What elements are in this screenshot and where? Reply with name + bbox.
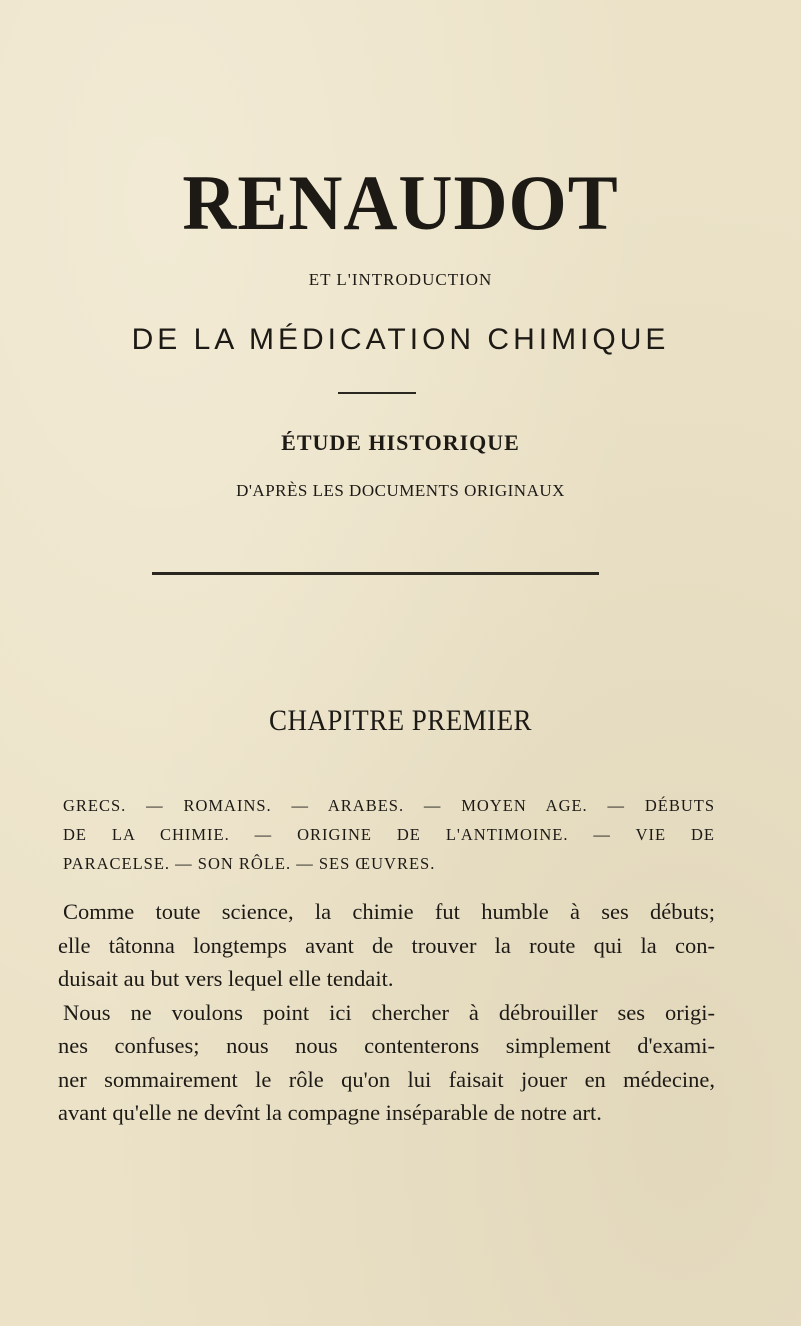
source-line: D'APRÈS LES DOCUMENTS ORIGINAUX: [236, 481, 565, 500]
body-line: ner sommairement le rôle qu'on lui faisait jouer en médecine,: [58, 1066, 715, 1092]
body-line: nes confuses; nous nous contenterons simplement d'exami-: [58, 1033, 715, 1058]
summary-line: PARACELSE. — SON RÔLE. — SES ŒUVRES.: [63, 854, 436, 873]
short-divider: [338, 392, 416, 394]
intro-line: ET L'INTRODUCTION: [308, 270, 493, 289]
summary-line: DE LA CHIMIE. — ORIGINE DE L'ANTIMOINE. — VIE DE: [63, 825, 715, 844]
main-title: RENAUDOT: [182, 159, 619, 246]
long-divider: [152, 572, 599, 575]
body-line: Comme toute science, la chimie fut humble à ses débuts;: [63, 899, 715, 924]
body-line: Nous ne voulons point ici chercher à débrouiller ses origi-: [63, 999, 715, 1025]
summary-line: GRECS. — ROMAINS. — ARABES. — MOYEN AGE. — DÉBUTS: [63, 796, 715, 815]
body-line: avant qu'elle ne devînt la compagne inséparable de notre art.: [58, 1100, 602, 1125]
study-heading: ÉTUDE HISTORIQUE: [281, 430, 520, 455]
body-line: duisait au but vers lequel elle tendait.: [58, 966, 394, 991]
body-line: elle tâtonna longtemps avant de trouver la route qui la con-: [58, 932, 715, 958]
chapter-summary: [63, 791, 715, 878]
subtitle: DE LA MÉDICATION CHIMIQUE: [131, 323, 670, 356]
chapter-heading: CHAPITRE PREMIER: [269, 704, 532, 737]
body-paragraphs: [58, 895, 715, 1130]
